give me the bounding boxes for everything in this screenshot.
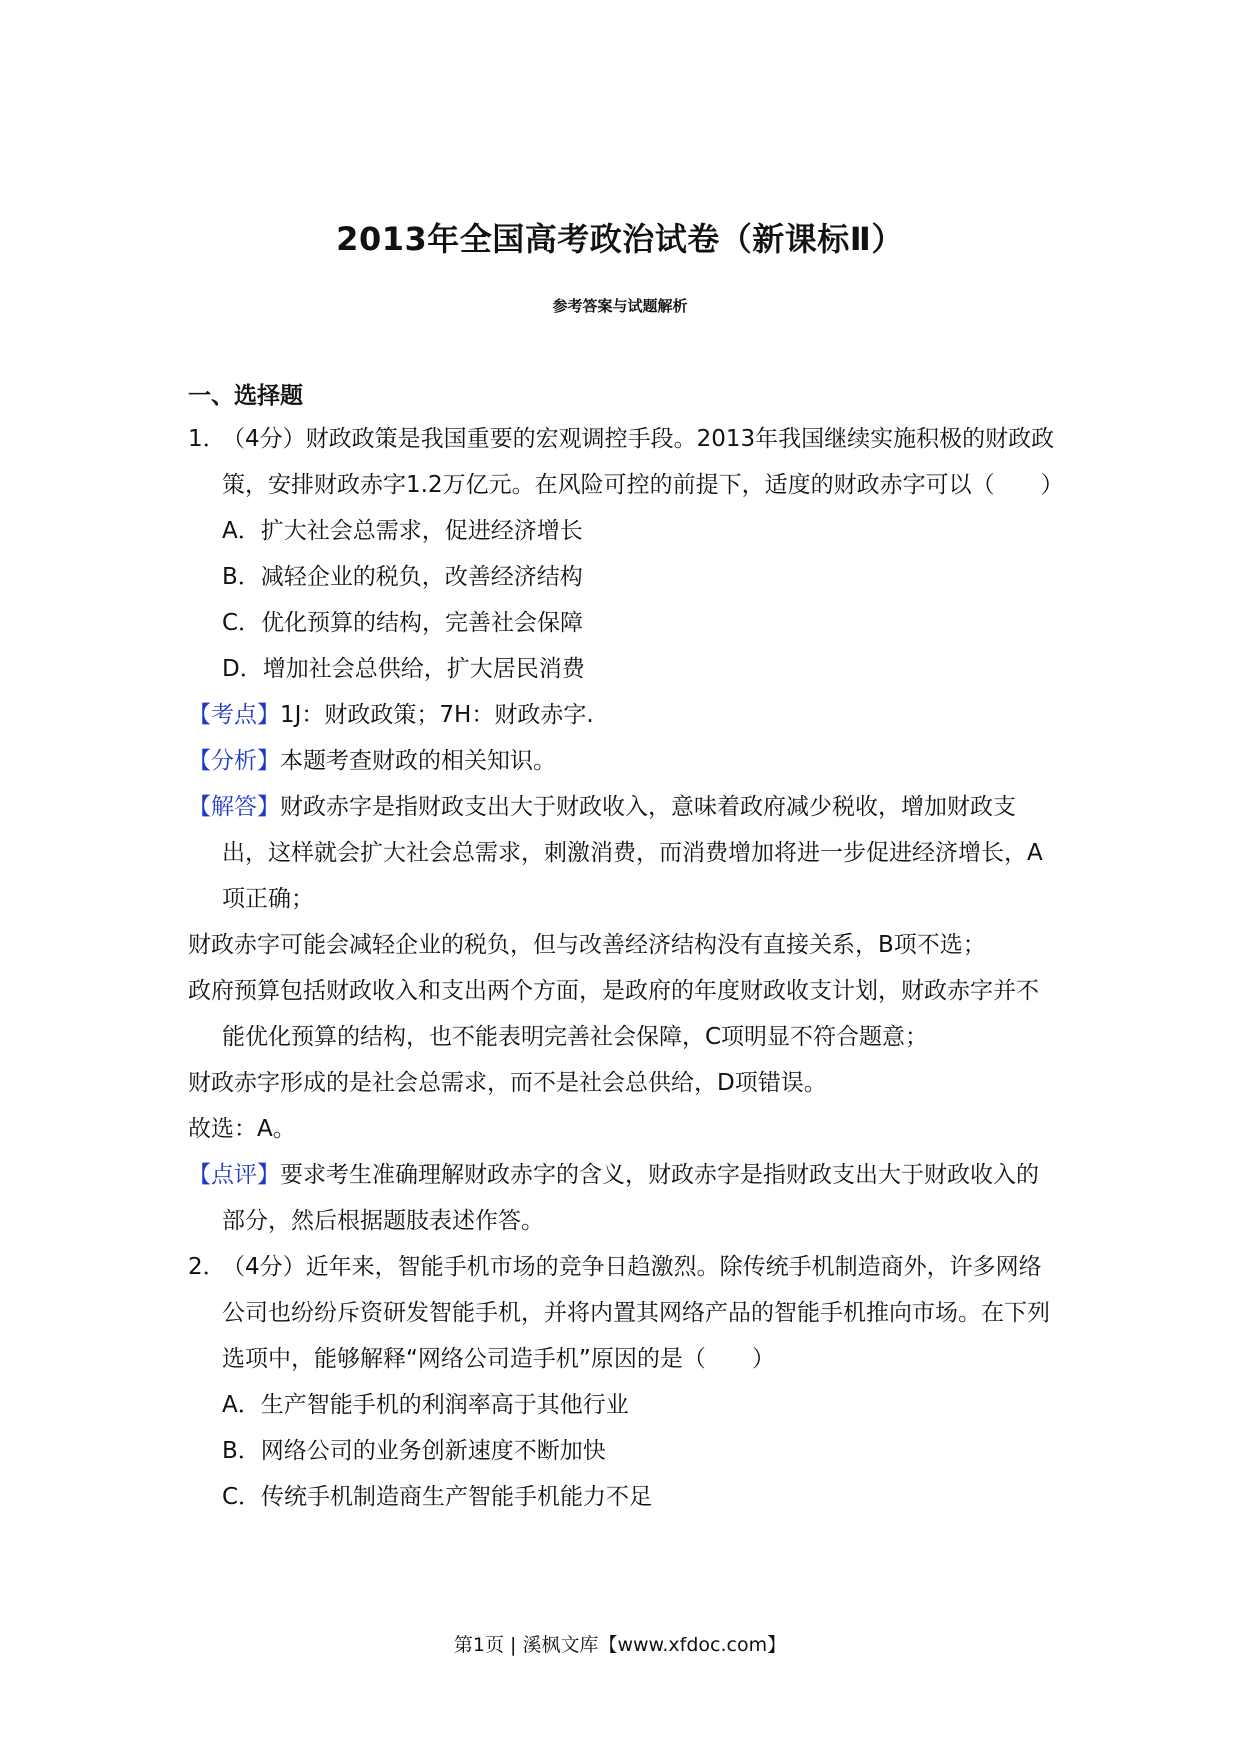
- dianping-text: 要求考生准确理解财政赤字的含义，财政赤字是指财政支出大于财政收入的部分，然后根据题肢表述作答。: [222, 1162, 1039, 1234]
- answer-line: 故选：A。: [188, 1116, 296, 1142]
- question-2: [188, 1244, 1058, 1382]
- jieda-line-d: 财政赤字形成的是社会总需求，而不是社会总供给，D项错误。: [188, 1070, 827, 1096]
- question-1-option-a: A．扩大社会总需求，促进经济增长: [222, 518, 583, 544]
- kaodian-label: 【考点】: [188, 702, 280, 728]
- jieda-block: [188, 784, 1058, 922]
- page-subtitle: 参考答案与试题解析: [552, 297, 688, 315]
- question-1-stem: （4分）财政政策是我国重要的宏观调控手段。2013年我国继续实施积极的财政政策，安排财政赤字1.2万亿元。在风险可控的前提下，适度的财政赤字可以（ ）: [222, 426, 1064, 498]
- question-1-option-c: C．优化预算的结构，完善社会保障: [222, 610, 584, 636]
- question-2-option-b: B．网络公司的业务创新速度不断加快: [222, 1438, 606, 1464]
- fenxi-text: 本题考查财政的相关知识。: [280, 748, 556, 774]
- question-2-stem: （4分）近年来，智能手机市场的竞争日趋激烈。除传统手机制造商外，许多网络公司也纷纷斥资研发智能手机，并将内置其网络产品的智能手机推向市场。在下列选项中，能够解释“网络公司造手机”原因的是（ ）: [222, 1254, 1050, 1372]
- kaodian-text: 1J：财政政策；7H：财政赤字.: [280, 702, 594, 728]
- dianping-label: 【点评】: [188, 1162, 280, 1188]
- jieda-line-c: 政府预算包括财政收入和支出两个方面，是政府的年度财政收支计划，财政赤字并不能优化预算的结构，也不能表明完善社会保障，C项明显不符合题意；: [188, 978, 1039, 1050]
- page-footer: 第1页 | 溪枫文库【www.xfdoc.com】: [453, 1634, 787, 1656]
- kaodian-block: [188, 692, 1058, 738]
- question-2-number: 2．: [188, 1254, 226, 1280]
- page-title: 2013年全国高考政治试卷（新课标Ⅱ）: [336, 220, 904, 258]
- fenxi-label: 【分析】: [188, 748, 280, 774]
- jieda-text: 财政赤字是指财政支出大于财政收入，意味着政府减少税收，增加财政支出，这样就会扩大社会总需求，刺激消费，而消费增加将进一步促进经济增长，A项正确；: [222, 794, 1043, 912]
- question-1-option-b: B．减轻企业的税负，改善经济结构: [222, 564, 583, 590]
- question-1: [188, 416, 1064, 508]
- question-1-option-d: D．增加社会总供给，扩大居民消费: [222, 656, 585, 682]
- jieda-line-b: 财政赤字可能会减轻企业的税负，但与改善经济结构没有直接关系，B项不选；: [188, 932, 986, 958]
- question-2-option-a: A．生产智能手机的利润率高于其他行业: [222, 1392, 629, 1418]
- section-heading: 一、选择题: [188, 383, 303, 409]
- question-2-option-c: C．传统手机制造商生产智能手机能力不足: [222, 1484, 653, 1510]
- question-1-number: 1．: [188, 426, 226, 452]
- dianping-block: [188, 1152, 1058, 1244]
- jieda-label: 【解答】: [188, 794, 280, 820]
- document-body: [188, 416, 1064, 1520]
- fenxi-block: [188, 738, 1058, 784]
